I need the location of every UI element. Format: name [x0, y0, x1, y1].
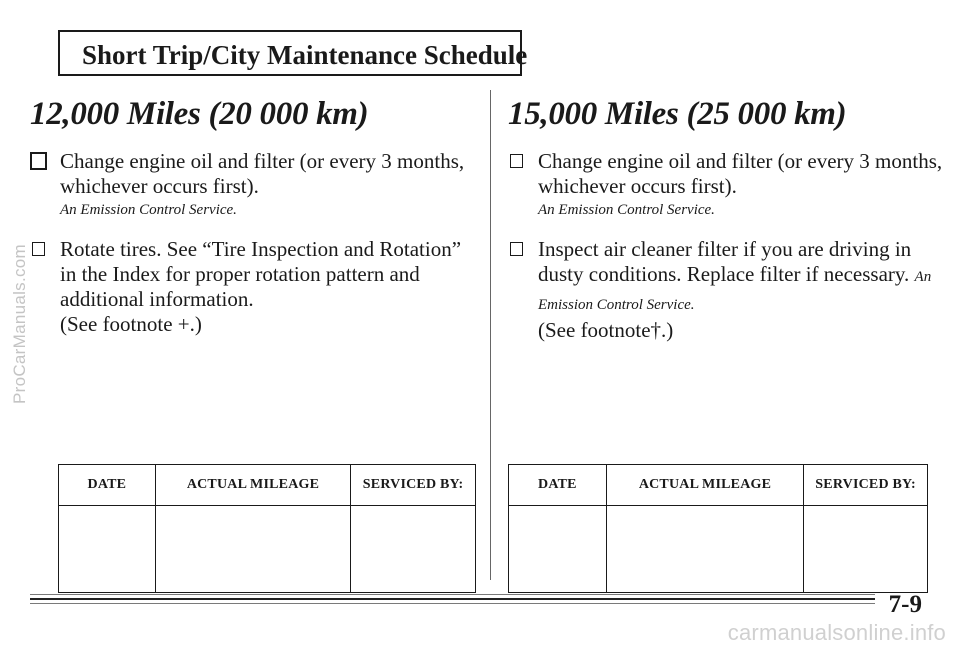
right-item-air-filter	[508, 237, 948, 343]
section-header	[58, 30, 528, 76]
service-record-table-left	[58, 464, 476, 593]
column-divider	[490, 90, 491, 580]
left-item-tires-text: Rotate tires. See “Tire Inspection and Rotation” in the Index for proper rotation pattern and additional information.	[60, 237, 462, 311]
checkbox-icon[interactable]	[30, 152, 47, 170]
right-item-oil-text: Change engine oil and filter (or every 3 months, whichever occurs first).	[538, 149, 943, 198]
mileage-header: ACTUAL MILEAGE	[606, 465, 803, 506]
date-cell[interactable]	[59, 506, 156, 593]
service-record-table-right	[508, 464, 928, 593]
section-title: Short Trip/City Maintenance Schedule	[82, 40, 528, 70]
table-row	[59, 506, 476, 593]
footer-rule	[30, 594, 875, 595]
right-column-title: 15,000 Miles (25 000 km)	[508, 96, 847, 132]
serviced-by-cell[interactable]	[804, 506, 928, 593]
date-header: DATE	[509, 465, 607, 506]
serviced-by-header: SERVICED BY:	[351, 465, 476, 506]
checkbox-icon[interactable]	[510, 154, 523, 168]
table-header-row	[509, 465, 928, 506]
bottom-watermark: carmanualsonline.info	[727, 620, 946, 645]
serviced-by-cell[interactable]	[351, 506, 476, 593]
date-header: DATE	[59, 465, 156, 506]
mileage-cell[interactable]	[155, 506, 350, 593]
left-item-rotate-tires	[30, 237, 470, 337]
emission-note: An Emission Control Service.	[60, 202, 237, 218]
table-row	[509, 506, 928, 593]
page-number: 7-9	[888, 591, 922, 618]
footer-rule	[30, 603, 875, 604]
table-header-row	[59, 465, 476, 506]
emission-note: An Emission Control Service.	[538, 269, 932, 313]
left-item-oil-change	[30, 149, 470, 221]
serviced-by-header: SERVICED BY:	[804, 465, 928, 506]
left-column	[30, 96, 470, 353]
right-item-footnote: (See footnote†.)	[538, 318, 674, 342]
left-item-oil-text: Change engine oil and filter (or every 3 months, whichever occurs first).	[60, 149, 465, 198]
mileage-header: ACTUAL MILEAGE	[155, 465, 350, 506]
emission-note: An Emission Control Service.	[538, 202, 715, 218]
date-cell[interactable]	[509, 506, 607, 593]
right-item-oil-change	[508, 149, 948, 221]
mileage-cell[interactable]	[606, 506, 803, 593]
right-column	[508, 96, 948, 359]
checkbox-icon[interactable]	[32, 242, 45, 256]
side-watermark-text: ProCarManuals.com	[10, 243, 29, 405]
left-column-title: 12,000 Miles (20 000 km)	[30, 96, 369, 132]
footer-rules	[30, 594, 875, 607]
left-item-footnote: (See footnote +.)	[60, 312, 202, 336]
footer-rule	[30, 598, 875, 600]
right-item-air-text: Inspect air cleaner filter if you are driving in dusty conditions. Replace filter if necessary.	[538, 237, 912, 286]
checkbox-icon[interactable]	[510, 242, 523, 256]
